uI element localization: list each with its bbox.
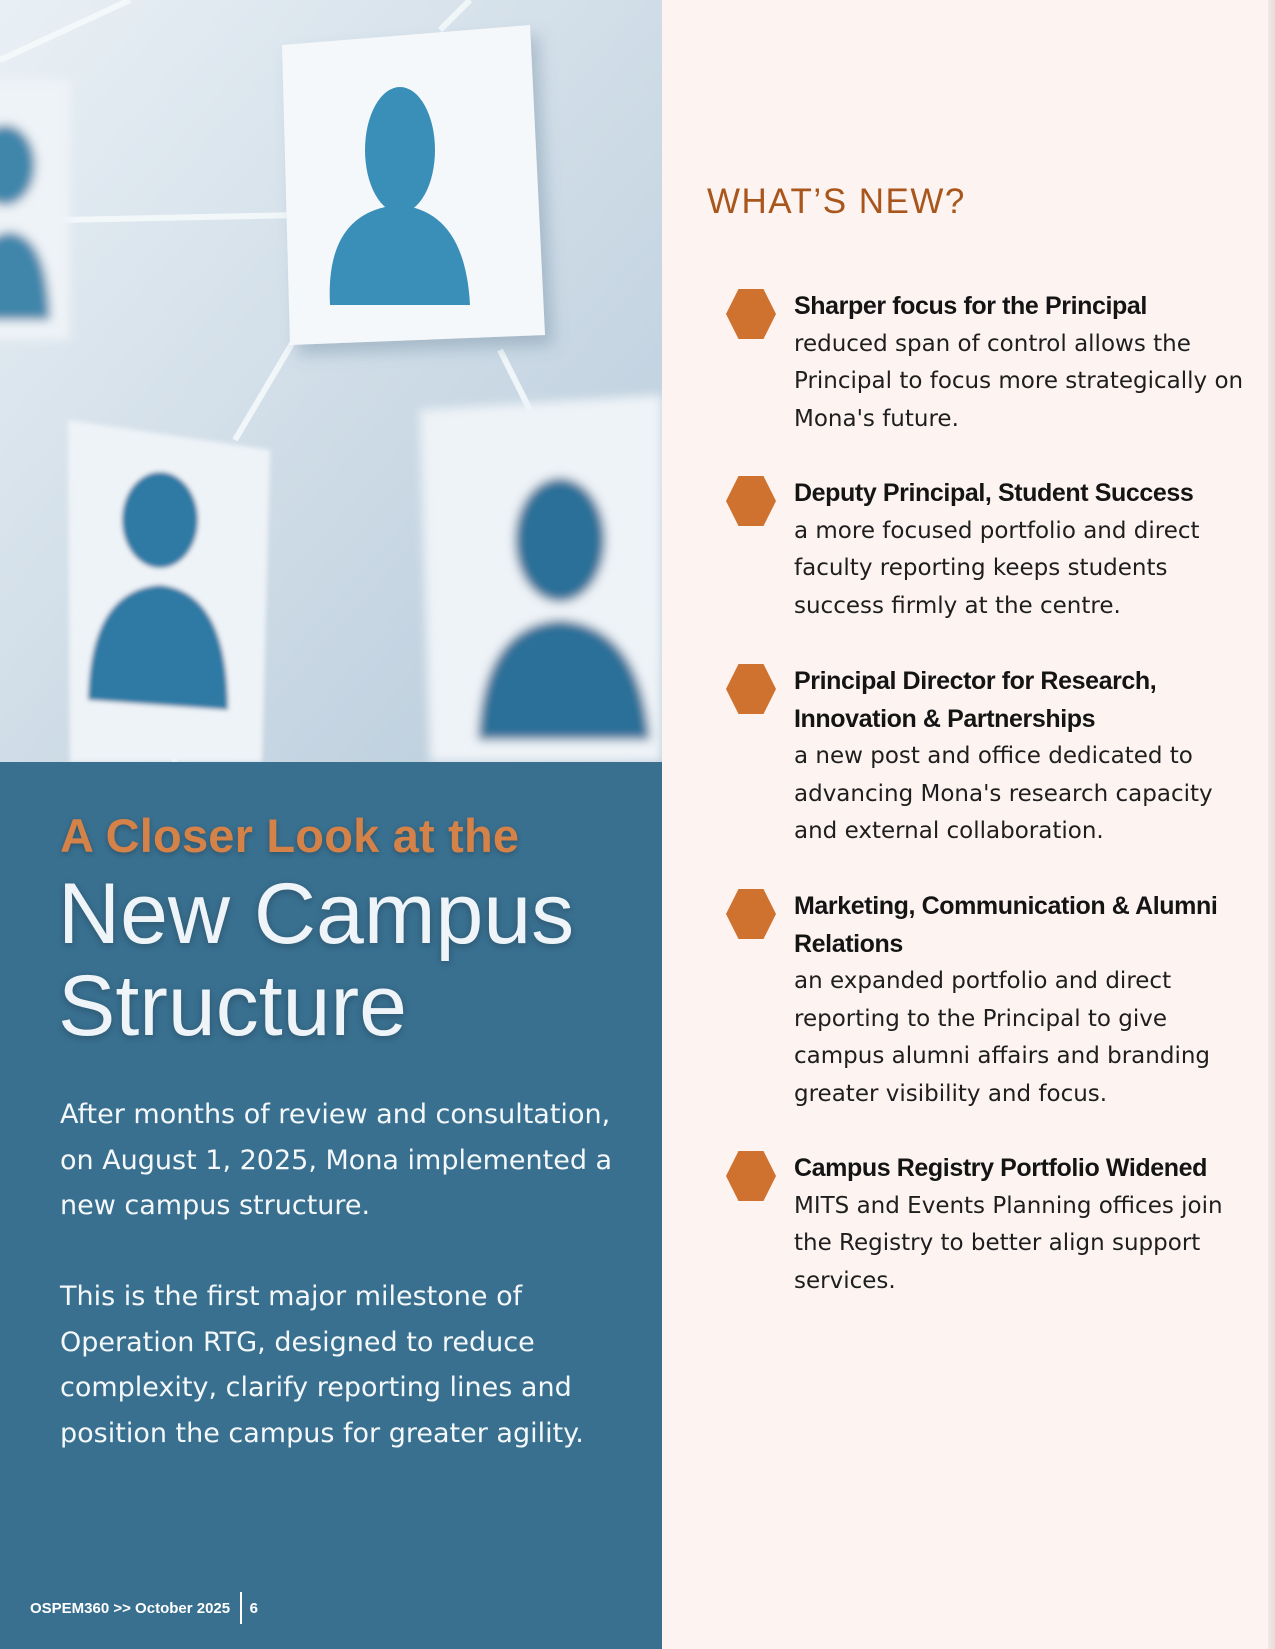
- org-network-illustration: [0, 0, 662, 762]
- item-description: an expanded portfolio and direct reporting to the Principal to give campus alumni affairs and branding greater visibility and focus.: [794, 968, 1211, 1107]
- article-title-line1: New Campus: [58, 866, 575, 962]
- hexagon-bullet-icon: [726, 475, 776, 527]
- page-number: 6: [249, 1599, 258, 1617]
- hero-image: [0, 0, 662, 762]
- item-description: a more focused portfolio and direct faculty reporting keeps students success firmly at the centre.: [794, 517, 1200, 619]
- footer-publication: OSPEM360 >> October 2025: [30, 1599, 231, 1617]
- page-footer: [30, 1594, 258, 1622]
- hexagon-bullet-icon: [726, 888, 776, 940]
- item-title: Sharper focus for the Principal: [794, 292, 1147, 320]
- article-title: [58, 868, 574, 1052]
- item-description: MITS and Events Planning offices join the Registry to better align support services.: [794, 1192, 1223, 1294]
- article-title-line2: Structure: [58, 958, 407, 1054]
- item-description: a new post and office dedicated to advancing Mona's research capacity and external collaboration.: [794, 743, 1213, 844]
- item-title: Campus Registry Portfolio Widened: [794, 1154, 1208, 1182]
- hexagon-bullet-icon: [726, 1150, 776, 1202]
- person-card-icon: [0, 80, 70, 340]
- whats-new-heading: WHAT’S NEW?: [707, 182, 966, 221]
- hexagon-bullet-icon: [726, 288, 776, 340]
- item-title: Deputy Principal, Student Success: [794, 479, 1194, 507]
- person-card-icon: [68, 420, 270, 762]
- item-title: Marketing, Communication & Alumni Relations: [794, 892, 1218, 958]
- page-edge: [1268, 0, 1275, 1649]
- intro-paragraph-2: This is the first major milestone of Operation RTG, designed to reduce complexity, clarify reporting lines and position the campus for greater agility.: [60, 1281, 584, 1449]
- hexagon-bullet-icon: [726, 663, 776, 715]
- intro-paragraph-1: After months of review and consultation, on August 1, 2025, Mona implemented a new campus structure.: [60, 1099, 613, 1221]
- person-card-icon: [420, 395, 662, 762]
- article-kicker: A Closer Look at the: [60, 809, 520, 862]
- item-description: reduced span of control allows the Principal to focus more strategically on Mona's future.: [794, 330, 1244, 432]
- item-title: Principal Director for Research, Innovation & Partnerships: [794, 667, 1157, 733]
- footer-divider: [240, 1592, 242, 1624]
